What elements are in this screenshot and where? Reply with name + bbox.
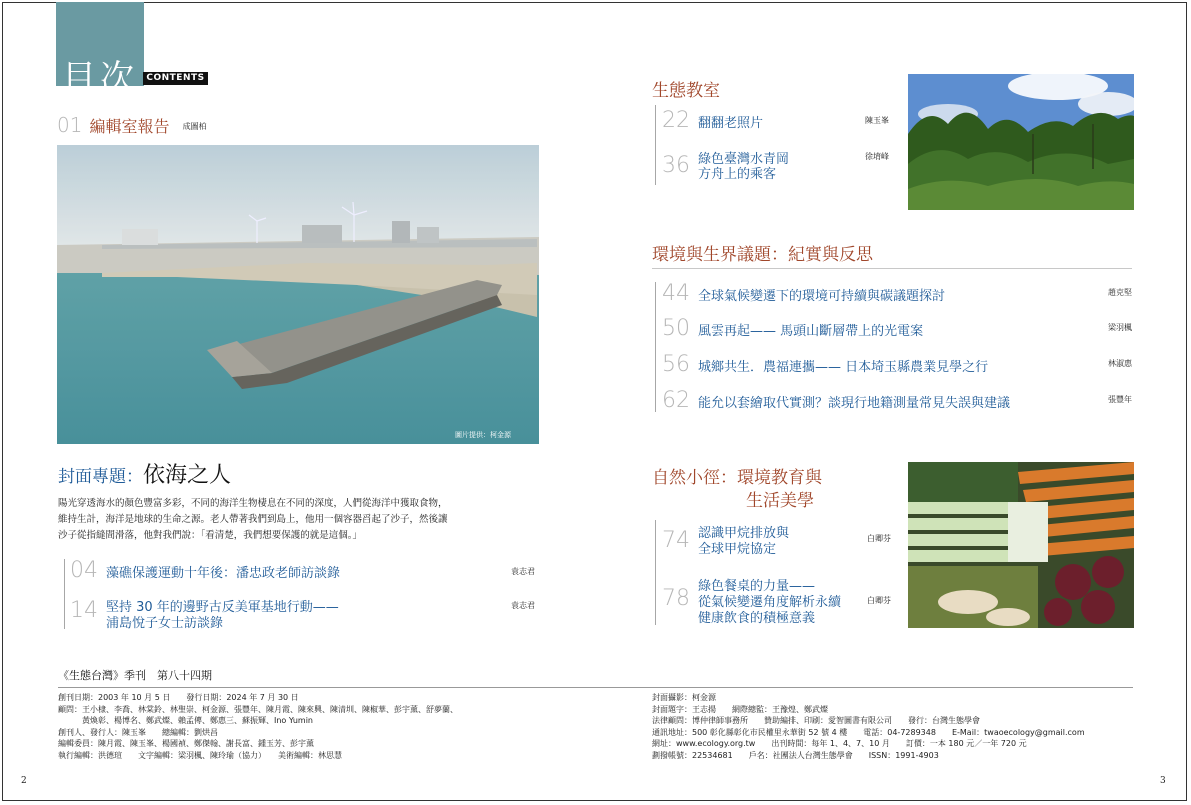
colophon-right	[652, 692, 1152, 761]
article-author: 徐堉峰	[865, 152, 889, 161]
colophon-line: 封面攝影：柯金源	[652, 693, 716, 702]
article-title: 能允以套繪取代實測？談現行地籍測量常見失誤與建議	[698, 396, 1011, 411]
article-title-line1: 堅持 30 年的邊野古反美軍基地行動——	[106, 600, 339, 615]
toc-title: 目次	[62, 58, 138, 98]
colophon-line: 創刊人、發行人：陳玉峯 總編輯：劉烘昌	[58, 727, 218, 737]
article-author: 袁志君	[511, 601, 535, 610]
section-rule	[655, 520, 656, 625]
article-title: 翻翻老照片	[698, 116, 764, 131]
page-number: 04	[70, 558, 98, 583]
page-number: 22	[662, 108, 690, 133]
article-title: 城鄉共生．農福連攜—— 日本埼玉縣農業見學之行	[698, 360, 989, 375]
article-author: 林淑惠	[1108, 359, 1132, 368]
article-title-line2: 浦島悅子女士訪談錄	[106, 616, 224, 631]
page-number: 56	[662, 352, 690, 377]
article-author: 梁羽楓	[1108, 323, 1132, 332]
cover-photo	[57, 145, 539, 444]
colophon-line: 劃撥帳號：22534681 戶名：社團法人台灣生態學會 ISSN：1991-4903	[652, 750, 939, 760]
article-title-line1: 綠色臺灣水青岡	[698, 152, 790, 167]
forest-photo	[908, 74, 1134, 210]
article-title-line3: 健康飲食的積極意義	[698, 611, 816, 626]
description-line: 陽光穿透海水的顏色豐富多彩，不同的海洋生物棲息在不同的深度，人們從海洋中獲取食物，	[58, 498, 448, 509]
section-title-nature-trail-line1: 自然小徑：環境教育與	[652, 468, 822, 488]
editorial-title: 編輯室報告	[89, 117, 170, 136]
article-title-line1: 認識甲烷排放與	[698, 526, 790, 541]
page-number: 74	[662, 528, 690, 553]
colophon-line: 編輯委員：陳月霞、陳玉峯、楊國禎、鄭傑翰、謝長富、鍾玉芳、彭宇薰	[58, 739, 314, 748]
section-title-nature-trail-line2: 生活美學	[746, 491, 814, 511]
section-divider	[652, 268, 1132, 269]
colophon-line: 通訊地址：500 彰化縣彰化市民權里永華街 52 號 4 樓 電話：04-7289348 E-Mail：twaoecology@gmail.com	[652, 727, 1085, 737]
section-rule	[655, 105, 656, 185]
article-title-line2: 全球甲烷協定	[698, 542, 777, 557]
cover-topic-heading	[58, 458, 231, 489]
colophon-line: 封面題字：王志揚 網際總監：王豫煌、鄭武燦	[652, 704, 828, 714]
section-title-environment: 環境與生界議題：紀實與反思	[652, 245, 873, 265]
cover-topic-label: 封面專題：	[58, 467, 143, 487]
article-title-line2: 方舟上的乘客	[698, 167, 777, 182]
article-title-line2: 從氣候變遷角度解析永續	[698, 595, 842, 610]
article-author: 張豐年	[1108, 395, 1132, 404]
colophon-line: 網址：www.ecology.org.tw 出刊時間：每年 1、4、7、10 月 訂價：一本 180 元／一年 720 元	[652, 739, 1027, 748]
page-number: 36	[662, 153, 690, 178]
colophon-line: 創刊日期：2003 年 10 月 5 日 發行日期：2024 年 7 月 30 日	[58, 693, 299, 702]
page-number-left: 2	[21, 776, 27, 786]
section-rule	[655, 282, 656, 412]
description-line: 沙子從指縫間滑落，他對我們說：「看清楚，我們想要保護的就是這個。」	[58, 530, 363, 541]
colophon-line: 執行編輯：洪德瑄 文字編輯：梁羽楓、陳玲瑜（協力） 美術編輯：林思慧	[58, 750, 342, 760]
colophon-line: 顧問：王小棣、李喬、林棠鈴、林聖崇、柯金源、張豐年、陳月霞、陳來興、陳清圳、陳椒華、彭宇薰、舒夢蘭、	[58, 704, 458, 714]
article-author: 白卿芬	[867, 534, 891, 543]
page-number: 14	[70, 598, 98, 623]
article-author: 袁志君	[511, 567, 535, 576]
page-number: 44	[662, 281, 690, 306]
colophon-line: 黃煥彰、楊博名、鄭武燦、賴孟傳、鄭惠三、蘇振輝、Ino Yumin	[58, 716, 313, 725]
page-number: 50	[662, 316, 690, 341]
page-number: 62	[662, 388, 690, 413]
article-title: 藻礁保護運動十年後：潘忠政老師訪談錄	[106, 566, 341, 581]
article-title: 全球氣候變遷下的環境可持續與碳議題探討	[698, 289, 946, 304]
vegetables-photo	[908, 462, 1134, 628]
contents-label: CONTENTS	[143, 72, 208, 85]
section-title-eco-classroom: 生態教室	[652, 81, 720, 101]
article-title: 風雲再起—— 馬頭山斷層帶上的光電案	[698, 324, 924, 339]
article-author: 白卿芬	[867, 596, 891, 605]
magazine-issue: 《生態台灣》季刊 第八十四期	[58, 669, 212, 682]
editorial-author: 成圖柏	[182, 122, 207, 131]
article-title-line1: 綠色餐桌的力量——	[698, 579, 816, 594]
colophon-divider	[58, 687, 1133, 688]
colophon-line: 法律顧問：博仲律師事務所 贊助編排、印刷：愛智圖書有限公司 發行：台灣生態學會	[652, 716, 980, 725]
article-author: 趙克堅	[1108, 288, 1132, 297]
page-number: 78	[662, 586, 690, 611]
cover-topic-title: 依海之人	[143, 463, 232, 488]
colophon-left	[58, 692, 618, 761]
article-author: 陳玉峯	[865, 116, 889, 125]
cover-topic-description	[58, 496, 548, 544]
description-line: 維持生計，海洋是地球的生命之源。老人帶著我們到島上，他用一個容器舀起了沙子，然後讓	[58, 514, 448, 525]
page-number-right: 3	[1160, 776, 1166, 786]
photo-credit-caption: 圖片提供：柯金源	[455, 431, 511, 439]
editorial-entry[interactable]	[57, 113, 207, 137]
cover-articles-rule	[64, 559, 65, 629]
editorial-number: 01	[57, 113, 83, 137]
